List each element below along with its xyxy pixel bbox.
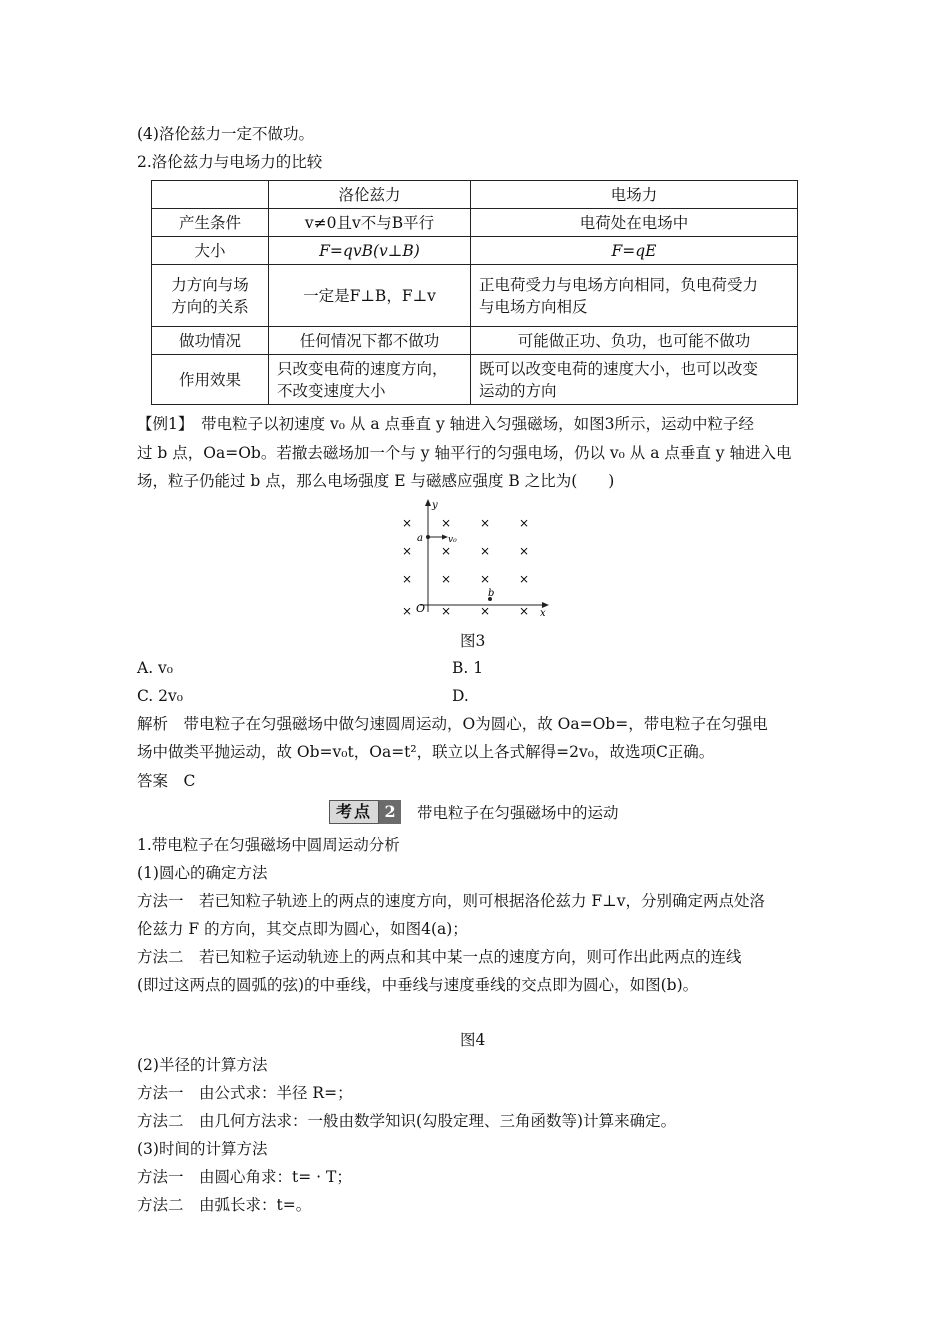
x-label: x bbox=[540, 608, 546, 619]
field-cross-icon: × bbox=[479, 544, 491, 558]
cell-line: 与电场方向相反 bbox=[479, 297, 588, 316]
radius-method-2: 方法二 由几何方法求：一般由数学知识(勾股定理、三角函数等)计算来确定。 bbox=[137, 1112, 677, 1130]
cell-line: 正电荷受力与电场方向相同，负电荷受力 bbox=[479, 275, 759, 294]
field-cross-icon: × bbox=[518, 516, 530, 530]
field-cross-icon: × bbox=[440, 572, 452, 586]
solution-line-2: 场中做类平抛运动，故 Ob=v₀t，Oa=t²，联立以上各式解得=2v₀，故选项C正确。 bbox=[137, 743, 715, 761]
row-label-work: 做功情况 bbox=[152, 327, 269, 355]
method-1-line-1: 方法一 若已知粒子轨迹上的两点的速度方向，则可根据洛伦兹力 F⊥v，分别确定两点处洛 bbox=[137, 892, 766, 910]
header-electric: 电场力 bbox=[471, 181, 798, 209]
field-cross-icon: × bbox=[440, 604, 452, 618]
figure-3-caption: 图3 bbox=[460, 632, 486, 650]
point-a bbox=[426, 535, 430, 539]
cell bbox=[471, 265, 798, 327]
header-lorentz: 洛伦兹力 bbox=[269, 181, 471, 209]
option-c[interactable]: C. 2v₀ bbox=[137, 687, 183, 705]
subsection-1-1: (1)圆心的确定方法 bbox=[137, 864, 268, 882]
row-label-size: 大小 bbox=[152, 237, 269, 265]
time-method-2: 方法二 由弧长求：t=。 bbox=[137, 1196, 312, 1214]
subsection-1: 1.带电粒子在匀强磁场中圆周运动分析 bbox=[137, 836, 400, 854]
section-2-title: 2.洛伦兹力与电场力的比较 bbox=[137, 153, 323, 171]
field-cross-icon: × bbox=[479, 572, 491, 586]
solution-line-1: 解析 带电粒子在匀强磁场中做匀速圆周运动，O为圆心，故 Oa=Ob=，带电粒子在匀强电 bbox=[137, 715, 768, 733]
cell-line: 既可以改变电荷的速度大小，也可以改变 bbox=[479, 359, 759, 378]
y-label: y bbox=[432, 500, 438, 511]
option-a[interactable]: A. v₀ bbox=[137, 659, 174, 677]
time-method-1: 方法一 由圆心角求：t= · T； bbox=[137, 1168, 352, 1186]
cell-line: 运动的方向 bbox=[479, 381, 557, 400]
method-2-line-1: 方法二 若已知粒子运动轨迹上的两点和其中某一点的速度方向，则可作出此两点的连线 bbox=[137, 948, 742, 966]
cell: 一定是F⊥B，F⊥v bbox=[269, 265, 471, 327]
option-d[interactable]: D. bbox=[452, 687, 469, 705]
field-cross-icon: × bbox=[401, 516, 413, 530]
table-corner bbox=[152, 181, 269, 209]
v0-label: v₀ bbox=[448, 535, 457, 545]
cell: 任何情况下都不做功 bbox=[269, 327, 471, 355]
row-label-condition: 产生条件 bbox=[152, 209, 269, 237]
field-cross-icon: × bbox=[401, 604, 413, 618]
kaodian-header bbox=[329, 800, 619, 824]
field-cross-icon: × bbox=[518, 544, 530, 558]
cell: 可能做正功、负功，也可能不做功 bbox=[471, 327, 798, 355]
cell-line: 方向的关系 bbox=[171, 297, 249, 316]
cell-line: 力方向与场 bbox=[171, 275, 249, 294]
subsection-3: (3)时间的计算方法 bbox=[137, 1140, 268, 1158]
comparison-table bbox=[151, 180, 798, 405]
example-1-line-1: 【例1】 带电粒子以初速度 v₀ 从 a 点垂直 y 轴进入匀强磁场，如图3所示，运动中粒子经 bbox=[137, 415, 755, 433]
subsection-2: (2)半径的计算方法 bbox=[137, 1056, 268, 1074]
a-label: a bbox=[417, 533, 423, 544]
answer: 答案 C bbox=[137, 772, 196, 790]
kaodian-title: 带电粒子在匀强磁场中的运动 bbox=[417, 804, 619, 822]
cell-line: 只改变电荷的速度方向， bbox=[277, 359, 448, 378]
option-b[interactable]: B. 1 bbox=[452, 659, 484, 677]
kaodian-number: 2 bbox=[379, 800, 401, 824]
field-cross-icon: × bbox=[518, 572, 530, 586]
row-label-direction bbox=[152, 265, 269, 327]
kaodian-label: 考点 bbox=[329, 800, 379, 824]
figure-3-diagram bbox=[395, 497, 555, 622]
field-cross-icon: × bbox=[401, 544, 413, 558]
y-arrow-icon bbox=[425, 499, 431, 506]
example-1-line-2: 过 b 点，Oa=Ob。若撤去磁场加一个与 y 轴平行的匀强电场，仍以 v₀ 从 a 点垂直 y 轴进入电 bbox=[137, 444, 792, 462]
field-cross-icon: × bbox=[518, 604, 530, 618]
field-cross-icon: × bbox=[401, 572, 413, 586]
cell: 电荷处在电场中 bbox=[471, 209, 798, 237]
field-cross-icon: × bbox=[440, 544, 452, 558]
field-cross-icon: × bbox=[479, 604, 491, 618]
origin-label: O bbox=[416, 602, 426, 615]
cell: v≠0且v不与B平行 bbox=[269, 209, 471, 237]
field-cross-icon: × bbox=[479, 516, 491, 530]
b-label: b bbox=[488, 588, 495, 599]
cell bbox=[471, 355, 798, 405]
example-1-line-3: 场，粒子仍能过 b 点，那么电场强度 E 与磁感应强度 B 之比为( ) bbox=[137, 472, 615, 490]
method-1-line-2: 伦兹力 F 的方向，其交点即为圆心，如图4(a)； bbox=[137, 920, 468, 938]
cell: F=qvB(v⊥B) bbox=[269, 237, 471, 265]
cell bbox=[269, 355, 471, 405]
figure-4-caption: 图4 bbox=[460, 1031, 486, 1049]
radius-method-1: 方法一 由公式求：半径 R=； bbox=[137, 1084, 353, 1102]
row-label-effect: 作用效果 bbox=[152, 355, 269, 405]
cell: F=qE bbox=[471, 237, 798, 265]
field-cross-icon: × bbox=[440, 516, 452, 530]
cell-line: 不改变速度大小 bbox=[277, 381, 386, 400]
method-2-line-2: (即过这两点的圆弧的弦)的中垂线，中垂线与速度垂线的交点即为圆心，如图(b)。 bbox=[137, 976, 699, 994]
point-4: (4)洛伦兹力一定不做功。 bbox=[137, 125, 314, 143]
